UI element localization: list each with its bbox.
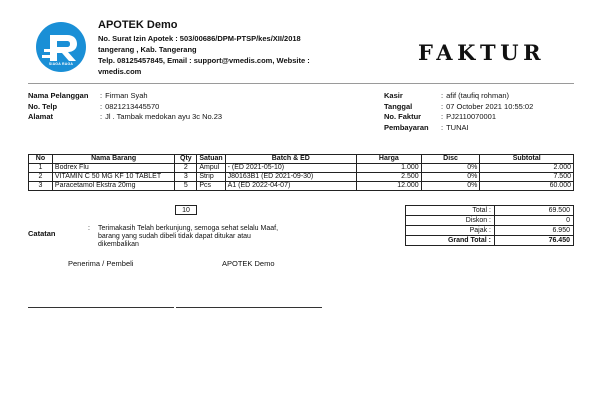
header-divider — [28, 83, 574, 84]
row-no: 2 — [29, 173, 53, 182]
receiver-signature-label: Penerima / Pembeli — [68, 259, 134, 268]
total-row — [406, 206, 574, 216]
item-subtotal: 60.000 — [480, 182, 574, 191]
colon: : — [441, 101, 444, 111]
table-header-row — [29, 155, 574, 164]
customer-address: Jl . Tambak medokan ayu 3c No.23 — [105, 112, 223, 121]
invoice-info — [384, 91, 533, 133]
column-header-price: Harga — [356, 155, 421, 164]
receiver-signature-line — [28, 307, 174, 308]
item-price: 1.000 — [356, 164, 421, 173]
store-website: vmedis.com — [98, 67, 142, 76]
total-value: 69.500 — [495, 206, 574, 216]
notes-label: Catatan — [28, 229, 56, 238]
item-qty: 2 — [175, 164, 197, 173]
customer-name-row — [28, 91, 222, 102]
customer-name-label: Nama Pelanggan — [28, 91, 89, 100]
store-signature-line — [176, 307, 322, 308]
cashier-name: afif (taufiq rohman) — [446, 91, 510, 100]
item-price: 2.500 — [356, 173, 421, 182]
date-label: Tanggal — [384, 101, 413, 111]
store-signature-label: APOTEK Demo — [222, 259, 275, 268]
pharmacy-logo — [36, 22, 86, 72]
column-header-disc: Disc — [421, 155, 480, 164]
column-header-unit: Satuan — [197, 155, 225, 164]
invoice-date: 07 October 2021 10:55:02 — [446, 101, 534, 111]
invoice-number: PJ2110070001 — [446, 112, 497, 121]
date-row — [384, 102, 533, 113]
logo-caption: SIAGA RAGA — [48, 62, 74, 66]
customer-phone-row — [28, 102, 222, 113]
total-label: Total : — [406, 206, 495, 216]
invoice-number-row — [384, 112, 533, 123]
colon: : — [100, 101, 103, 111]
discount-row — [406, 216, 574, 226]
item-unit: Strip — [197, 173, 225, 182]
item-batch: - (ED 2021-05-10) — [225, 164, 356, 173]
document-title: FAKTUR — [418, 40, 546, 65]
column-header-qty: Qty — [175, 155, 197, 164]
notes-text: Terimakasih Telah berkunjung, semoga sehat selalu Maaf, barang yang sudah dibeli tidak dapat ditukar atau dikembalikan — [98, 225, 279, 248]
grand-total-row — [406, 236, 574, 246]
row-no: 3 — [29, 182, 53, 191]
item-batch: J80163B1 (ED 2021-09-30) — [225, 173, 356, 182]
colon: : — [441, 112, 444, 121]
cashier-label: Kasir — [384, 91, 403, 100]
grand-total-value: 76.450 — [495, 236, 574, 246]
store-address: tangerang , Kab. Tangerang — [98, 45, 197, 54]
item-subtotal: 7.500 — [480, 173, 574, 182]
items-table — [28, 154, 574, 191]
column-header-name: Nama Barang — [52, 155, 174, 164]
colon: : — [441, 91, 444, 100]
store-contact: Telp. 08125457845, Email : support@vmedis.com, Website : — [98, 56, 310, 65]
store-name: APOTEK Demo — [98, 19, 178, 31]
customer-phone: 0821213445570 — [105, 101, 160, 111]
table-row — [29, 182, 574, 191]
discount-label: Diskon : — [406, 216, 495, 226]
grand-total-label: Grand Total : — [406, 236, 495, 246]
store-info — [98, 19, 348, 77]
discount-value: 0 — [495, 216, 574, 226]
item-unit: Pcs — [197, 182, 225, 191]
payment-label: Pembayaran — [384, 122, 429, 132]
item-disc: 0% — [421, 182, 480, 191]
item-subtotal: 2.000 — [480, 164, 574, 173]
customer-address-row — [28, 112, 222, 123]
row-no: 1 — [29, 164, 53, 173]
customer-info — [28, 91, 222, 123]
item-unit: Ampul — [197, 164, 225, 173]
store-license: No. Surat Izin Apotek : 503/00686/DPM-PTSP/kes/XII/2018 — [98, 34, 301, 43]
colon: : — [100, 112, 103, 121]
column-header-batch: Batch & ED — [225, 155, 356, 164]
column-header-no: No — [29, 155, 53, 164]
total-qty: 10 — [175, 205, 197, 215]
customer-name: Firman Syah — [105, 91, 148, 100]
item-name: VITAMIN C 50 MG KF 10 TABLET — [52, 173, 174, 182]
item-qty: 3 — [175, 173, 197, 182]
cashier-row — [384, 91, 533, 102]
item-name: Bodrex Flu — [52, 164, 174, 173]
tax-value: 6.950 — [495, 226, 574, 236]
colon: : — [441, 122, 444, 132]
column-header-subtotal: Subtotal — [480, 155, 574, 164]
item-disc: 0% — [421, 164, 480, 173]
payment-method: TUNAI — [446, 122, 469, 132]
tax-row — [406, 226, 574, 236]
item-price: 12.000 — [356, 182, 421, 191]
payment-row — [384, 123, 533, 134]
item-name: Paracetamol Ekstra 20mg — [52, 182, 174, 191]
invoice-number-label: No. Faktur — [384, 112, 422, 121]
table-row — [29, 173, 574, 182]
item-disc: 0% — [421, 173, 480, 182]
customer-address-label: Alamat — [28, 112, 54, 121]
item-batch: A1 (ED 2022-04-07) — [225, 182, 356, 191]
notes-colon: : — [88, 225, 90, 232]
totals-table — [405, 205, 574, 246]
colon: : — [100, 91, 103, 100]
customer-phone-label: No. Telp — [28, 101, 58, 111]
item-qty: 5 — [175, 182, 197, 191]
table-row — [29, 164, 574, 173]
tax-label: Pajak : — [406, 226, 495, 236]
